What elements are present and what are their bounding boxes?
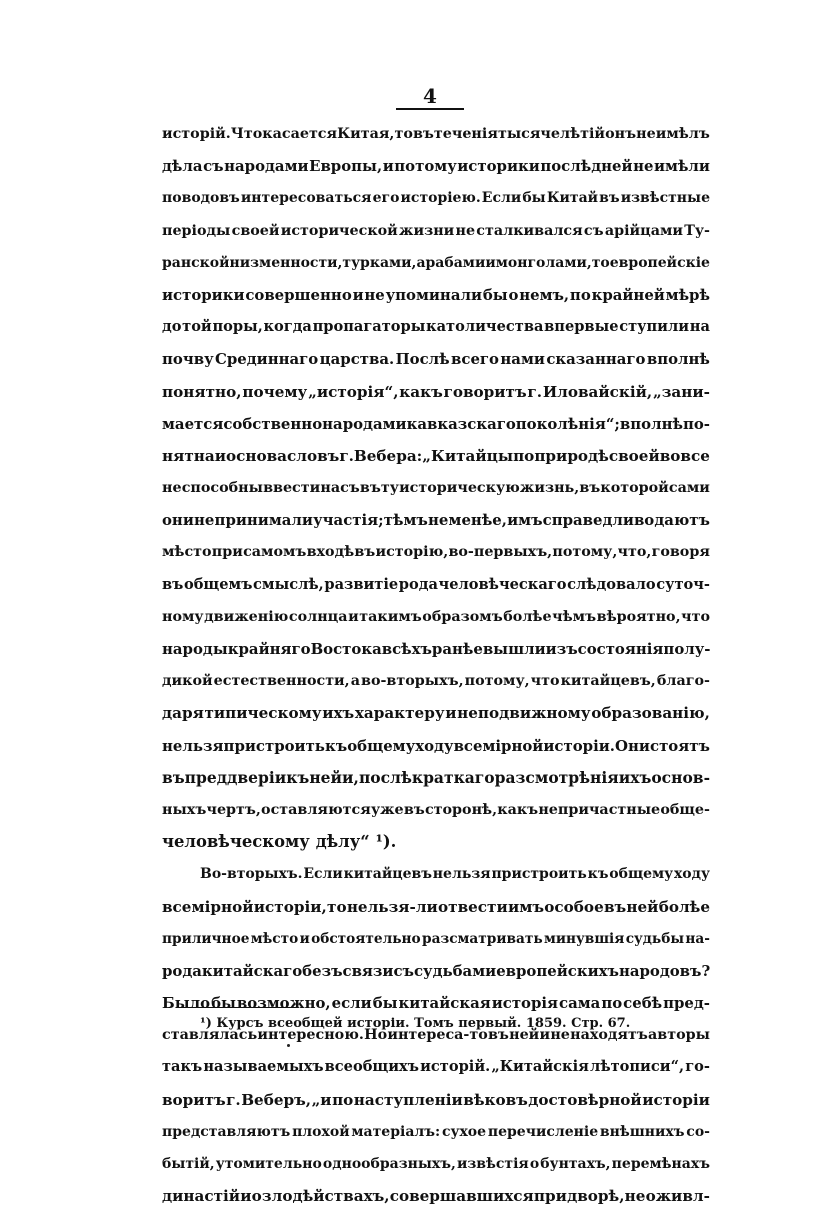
- text-line: не способны ввести насъ въ ту историческую жизнь, въ которой сами: [162, 480, 710, 497]
- body-text: [162, 118, 710, 1212]
- print-speck: [287, 1044, 290, 1047]
- text-line: они не принимали участія; тѣмъ не менѣе, имъ справедливо даютъ: [162, 511, 710, 530]
- text-line: историки совершенно и не упоминали бы о немъ, по крайней мѣрѣ: [162, 285, 710, 304]
- text-line: бытій, утомительно однообразныхъ, извѣстія о бунтахъ, перемѣнахъ: [162, 1156, 710, 1172]
- text-line: понятно, почему „исторія“, какъ говоритъ г. Иловайскій, „зани-: [162, 382, 710, 401]
- text-line: всемірной исторіи, то нельзя-ли отвести имъ особое въ ней болѣе: [162, 897, 710, 916]
- text-line: приличное мѣсто и обстоятельно разсматривать минувшія судьбы на-: [162, 930, 710, 947]
- text-line: мается собственно народами кавказскаго поколѣнія“; вполнѣ по-: [162, 414, 710, 433]
- text-line: Во-вторыхъ. Если китайцевъ нельзя пристроить къ общему ходу: [200, 866, 710, 883]
- footnote-divider: [176, 1007, 296, 1008]
- text-line: дѣла съ народами Европы, и потому историки послѣдней не имѣли: [162, 157, 710, 176]
- text-line: ранской низменности, турками, арабами и монголами, то европейскіе: [162, 254, 710, 271]
- text-line: династій и о злодѣйствахъ, совершавшихся при дворѣ, не оживл-: [162, 1187, 710, 1206]
- text-line: Было бы возможно, если бы китайская исторія сама по себѣ пред-: [162, 994, 710, 1013]
- text-line: рода китайскаго безъ связи съ судьбами европейскихъ народовъ?: [162, 961, 710, 980]
- text-line: представляютъ плохой матеріалъ: сухое перечисленіе внѣшнихъ со-: [162, 1123, 710, 1140]
- text-line: ставлялась интересною. Но интереса-то въ ней и не находятъ авторы: [162, 1027, 710, 1044]
- text-line: въ преддверіи къ ней и, послѣ краткаго разсмотрѣнія ихъ основ-: [162, 767, 710, 787]
- text-line: воритъ г. Веберъ, „и по наступленіи вѣковъ достовѣрной исторіи: [162, 1090, 710, 1109]
- page-number: 4: [396, 84, 464, 110]
- text-line: мѣсто при самомъ входѣ въ исторію, во-первыхъ, потому, что, говоря: [162, 544, 710, 561]
- text-line: поводовъ интересоваться его исторіею. Если бы Китай въ извѣстные: [162, 190, 710, 207]
- text-line: такъ называемыхъ всеобщихъ исторій. „Китайскія лѣтописи“, го-: [162, 1058, 710, 1076]
- text-line: дикой естественности, а во-вторыхъ, потому, что китайцевъ, благо-: [162, 673, 710, 690]
- text-line: даря типическому ихъ характеру и неподвижному образованію,: [162, 704, 710, 723]
- text-line: исторій. Что касается Китая, то въ теченія тысячелѣтій онъ не имѣлъ: [162, 126, 710, 142]
- text-line: въ общемъ смыслѣ, развитіе рода человѣческаго слѣдовало суточ-: [162, 575, 710, 593]
- text-line: ному движенію солнца и такимъ образомъ болѣе чѣмъ вѣроятно, что: [162, 608, 710, 625]
- text-line: человѣческому дѣлу“ ¹).: [162, 832, 397, 852]
- text-line: нятна и основа словъ г. Вебера: „Китайцы по природѣ своей вовсе: [162, 446, 710, 465]
- text-line: до той поры, когда пропагаторы католичества впервые ступили на: [162, 318, 710, 336]
- footnote: ¹) Курсъ всеобщей исторіи. Томъ первый. 1859. Стр. 67.: [200, 1016, 631, 1031]
- text-line: нельзя пристроить къ общему ходу всемірной исторіи. Они стоятъ: [162, 736, 710, 755]
- text-line: народы крайняго Востока всѣхъ ранѣе вышли изъ состоянія полу-: [162, 640, 710, 658]
- text-line: періоды своей исторической жизни не сталкивался съ арійцами Ту-: [162, 222, 710, 239]
- text-line: почву Срединнаго царства. Послѣ всего нами сказаннаго вполнѣ: [162, 350, 710, 369]
- text-line: ныхъ чертъ, оставляются уже въ сторонѣ, какъ непричастные обще-: [162, 801, 710, 818]
